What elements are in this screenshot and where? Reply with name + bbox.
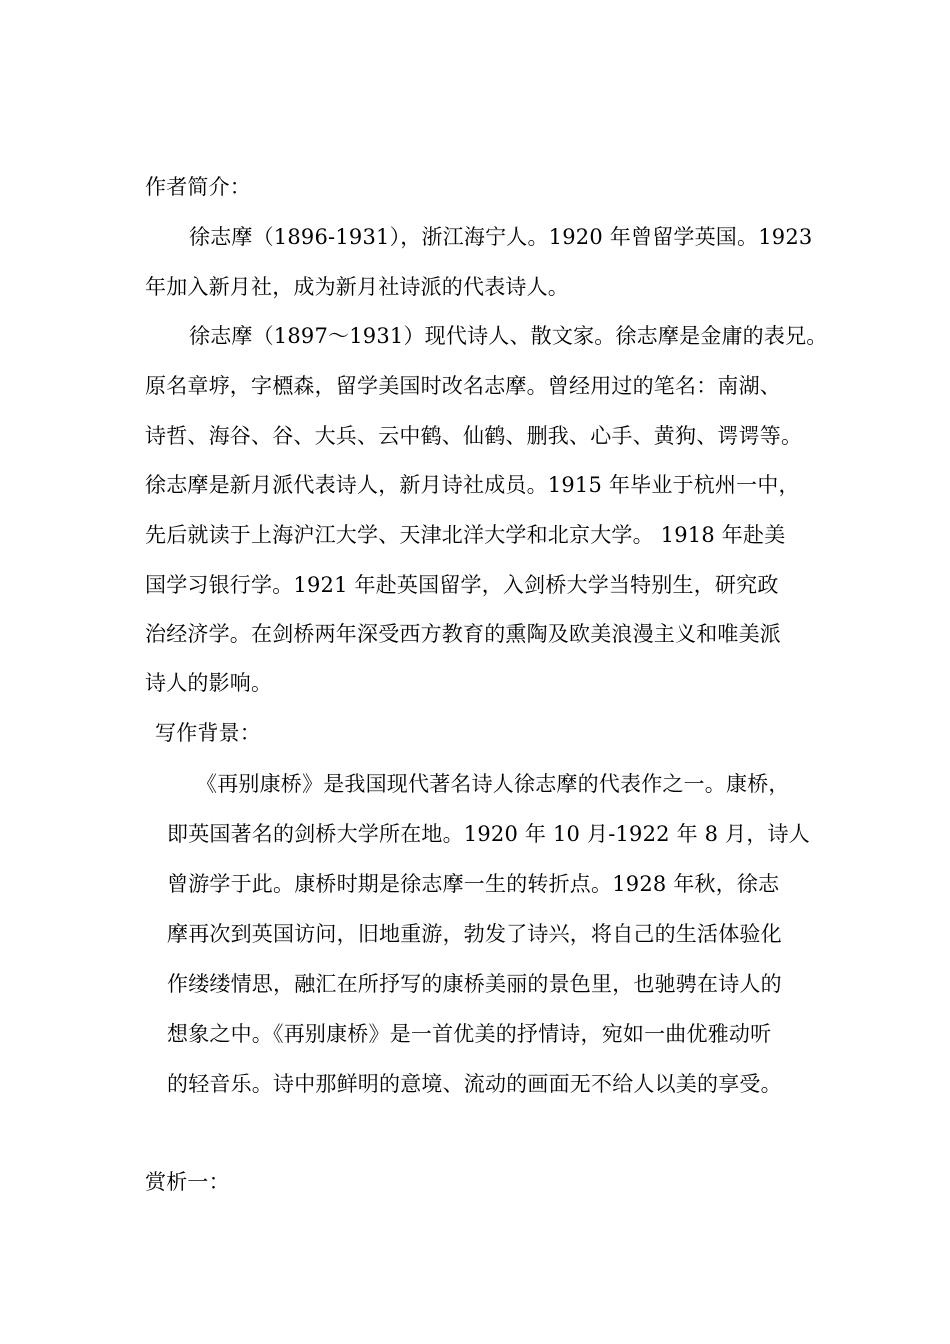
background-paragraph-line-5: 作缕缕情思，融汇在所抒写的康桥美丽的景色里，也驰骋在诗人的 bbox=[167, 972, 782, 996]
author-paragraph-2-line-3: 诗哲、海谷、谷、大兵、云中鹤、仙鹤、删我、心手、黄狗、谔谔等。 bbox=[145, 424, 803, 448]
author-paragraph-2-line-6: 国学习银行学。1921 年赴英国留学，入剑桥大学当特别生，研究政 bbox=[145, 573, 779, 597]
background-paragraph-line-1: 《再别康桥》是我国现代著名诗人徐志摩的代表作之一。康桥， bbox=[196, 772, 790, 796]
author-paragraph-2-line-5: 先后就读于上海沪江大学、天津北洋大学和北京大学。 1918 年赴美 bbox=[145, 523, 786, 547]
author-paragraph-2-line-2: 原名章垿，字槱森，留学美国时改名志摩。曾经用过的笔名：南湖、 bbox=[145, 374, 781, 398]
background-paragraph-line-4: 摩再次到英国访问，旧地重游，勃发了诗兴，将自己的生活体验化 bbox=[167, 922, 782, 946]
author-paragraph-2-line-1: 徐志摩（1897～1931）现代诗人、散文家。徐志摩是金庸的表兄。 bbox=[189, 324, 828, 348]
heading-author-intro: 作者简介： bbox=[145, 175, 251, 199]
heading-appreciation-one: 赏析一： bbox=[145, 1170, 230, 1194]
background-paragraph-line-2: 即英国著名的剑桥大学所在地。1920 年 10 月-1922 年 8 月，诗人 bbox=[167, 822, 810, 846]
author-paragraph-2-line-8: 诗人的影响。 bbox=[145, 671, 273, 695]
background-paragraph-line-6: 想象之中。《再别康桥》是一首优美的抒情诗，宛如一曲优雅动听 bbox=[167, 1022, 772, 1046]
author-paragraph-2-line-4: 徐志摩是新月派代表诗人，新月诗社成员。1915 年毕业于杭州一中， bbox=[145, 473, 800, 497]
author-paragraph-2-line-7: 治经济学。在剑桥两年深受西方教育的熏陶及欧美浪漫主义和唯美派 bbox=[145, 622, 781, 646]
author-paragraph-1-line-1: 徐志摩（1896-1931），浙江海宁人。1920 年曾留学英国。1923 bbox=[189, 225, 813, 249]
background-paragraph-line-3: 曾游学于此。康桥时期是徐志摩一生的转折点。1928 年秋，徐志 bbox=[167, 872, 780, 896]
author-paragraph-1-line-2: 年加入新月社，成为新月社诗派的代表诗人。 bbox=[145, 275, 569, 299]
background-paragraph-line-7: 的轻音乐。诗中那鲜明的意境、流动的画面无不给人以美的享受。 bbox=[167, 1072, 782, 1096]
heading-writing-background: 写作背景： bbox=[155, 721, 261, 745]
